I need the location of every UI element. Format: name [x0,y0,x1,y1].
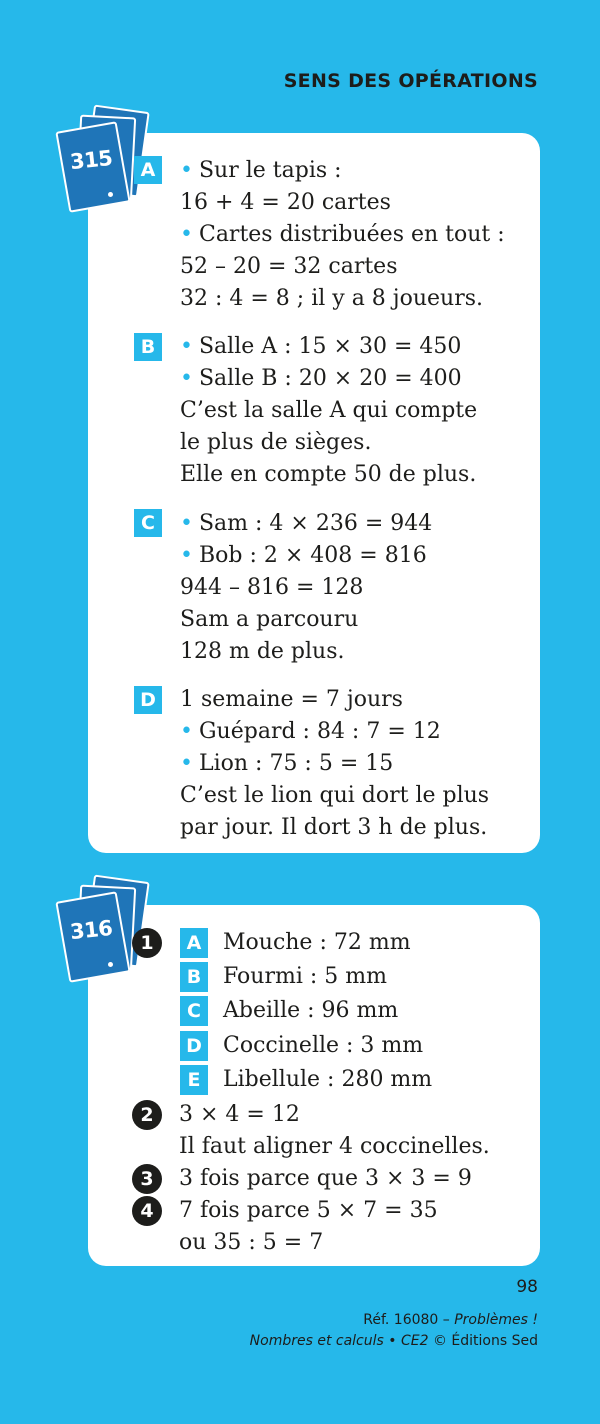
exercise-316-badge [62,878,138,980]
page-number: 98 [516,1277,538,1297]
bullet-icon: • [180,158,193,183]
line: C’est la salle A qui compte [180,398,478,423]
line: • Lion : 75 : 5 = 15 [180,751,394,776]
item-text: Libellule : 280 mm [223,1067,433,1092]
label-c: C [134,509,162,537]
reference-line-2: Nombres et calculs • CE2 © Éditions Sed [249,1333,538,1349]
reference-line-1: Réf. 16080 – Problèmes ! [363,1312,538,1328]
line: • Bob : 2 × 408 = 816 [180,543,427,568]
line: 32 : 4 = 8 ; il y a 8 joueurs. [180,286,484,311]
question-1-number: 1 [132,928,162,958]
line: • Salle B : 20 × 20 = 400 [180,366,462,391]
line: 128 m de plus. [180,639,345,664]
label-b: B [180,962,208,992]
line: • Sam : 4 × 236 = 944 [180,511,433,536]
line: • Guépard : 84 : 7 = 12 [180,719,441,744]
answer-text: 3 fois parce que 3 × 3 = 9 [179,1166,472,1191]
item-text: Fourmi : 5 mm [223,964,388,989]
section-b-text [180,331,477,491]
label-e: E [180,1065,208,1095]
label-a: A [134,156,162,184]
bullet-icon: • [180,334,193,359]
bullet-icon: • [180,719,193,744]
label-a: A [180,928,208,958]
section-a-text [180,155,505,315]
label-b: B [134,333,162,361]
line: Sam a parcouru [180,607,359,632]
item-text: Abeille : 96 mm [223,998,399,1023]
line: C’est le lion qui dort le plus [180,783,490,808]
answer-text: 3 × 4 = 12 [179,1102,300,1127]
bullet-icon: • [180,543,193,568]
bullet-icon: • [180,222,193,247]
section-header: SENS DES OPÉRATIONS [283,70,538,92]
bullet-icon: • [180,366,193,391]
section-d-text [180,684,489,844]
line: par jour. Il dort 3 h de plus. [180,815,488,840]
answer-text: Il faut aligner 4 coccinelles. [179,1134,490,1159]
question-3-number: 3 [132,1164,162,1194]
line: • Salle A : 15 × 30 = 450 [180,334,462,359]
line: le plus de sièges. [180,430,372,455]
answer-text: 7 fois parce 5 × 7 = 35 [179,1198,438,1223]
section-c-text [180,508,432,668]
line: 1 semaine = 7 jours [180,687,403,712]
label-c: C [180,996,208,1026]
exercise-315-badge [62,108,138,210]
item-text: Coccinelle : 3 mm [223,1033,424,1058]
item-text: Mouche : 72 mm [223,930,411,955]
label-d: D [134,686,162,714]
line: 944 – 816 = 128 [180,575,364,600]
line: Elle en compte 50 de plus. [180,462,477,487]
question-2-number: 2 [132,1100,162,1130]
exercise-number: 315 [68,145,114,175]
line: • Sur le tapis : [180,158,342,183]
question-4-number: 4 [132,1196,162,1226]
answer-text: ou 35 : 5 = 7 [179,1230,324,1255]
bullet-icon: • [180,511,193,536]
exercise-number: 316 [68,915,114,945]
line: 52 – 20 = 32 cartes [180,254,398,279]
line: • Cartes distribuées en tout : [180,222,505,247]
bullet-icon: • [180,751,193,776]
label-d: D [180,1031,208,1061]
line: 16 + 4 = 20 cartes [180,190,391,215]
